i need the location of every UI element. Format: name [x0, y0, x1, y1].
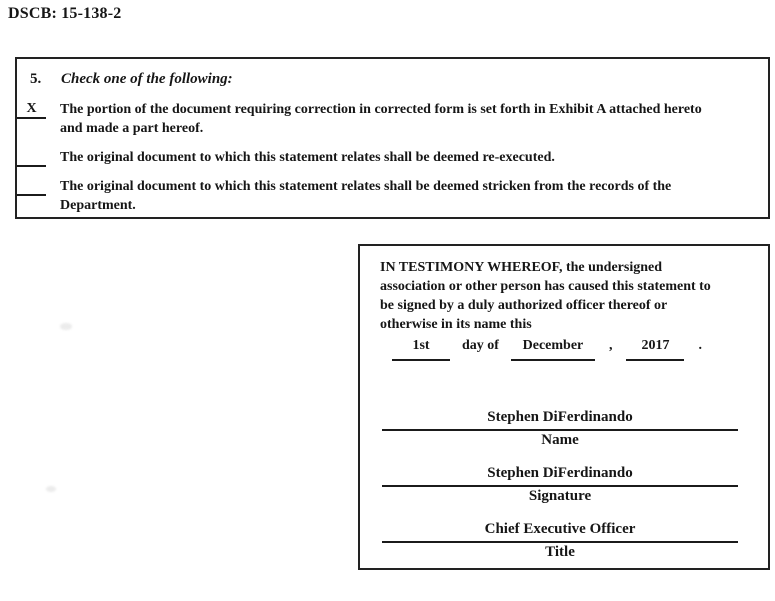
- signature-value: Stephen DiFerdinando: [382, 465, 738, 487]
- testimony-section-box: [358, 244, 770, 570]
- testimony-paragraph-line: be signed by a duly authorized officer thereof or: [380, 298, 668, 313]
- checklist-option-exhibit-a: [17, 100, 768, 138]
- signature-area: [380, 409, 746, 561]
- checkbox-blank-marked: X: [17, 100, 46, 119]
- date-period: .: [698, 338, 702, 353]
- checklist-heading: Check one of the following:: [61, 71, 233, 87]
- title-label: Title: [545, 544, 575, 560]
- scan-smudge-artifact: [46, 486, 56, 492]
- title-value: Chief Executive Officer: [382, 521, 738, 543]
- checkbox-blank-empty: [17, 177, 46, 196]
- checklist-section-box: [15, 57, 770, 219]
- name-label: Name: [541, 432, 579, 448]
- checklist-option-re-executed: [17, 148, 768, 167]
- day-of-label: day of: [462, 338, 499, 353]
- testimony-paragraph-line: association or other person has caused this statement to: [380, 279, 711, 294]
- scan-smudge-artifact: [60, 323, 72, 330]
- checklist-heading-row: [30, 71, 768, 88]
- form-number: DSCB: 15-138-2: [8, 5, 122, 22]
- checklist-option-stricken: [17, 177, 768, 215]
- year-blank: 2017: [626, 338, 684, 361]
- month-blank: December: [511, 338, 595, 361]
- item-number: 5.: [30, 71, 42, 87]
- name-block: [382, 409, 738, 449]
- checkbox-blank-empty: [17, 148, 46, 167]
- day-blank: 1st: [392, 338, 450, 361]
- testimony-paragraph: [380, 258, 746, 334]
- option-text: [60, 100, 702, 138]
- title-block: [382, 521, 738, 561]
- signature-block: [382, 465, 738, 505]
- date-comma: ,: [608, 338, 613, 353]
- option-text-line: The original document to which this statement relates shall be deemed re-executed.: [60, 150, 555, 165]
- testimony-paragraph-line: otherwise in its name this: [380, 317, 532, 332]
- option-text-line: and made a part hereof.: [60, 121, 204, 136]
- name-value: Stephen DiFerdinando: [382, 409, 738, 431]
- option-text: [60, 177, 671, 215]
- option-text: [60, 148, 555, 167]
- testimony-paragraph-line: IN TESTIMONY WHEREOF, the undersigned: [380, 260, 663, 275]
- option-text-line: The original document to which this statement relates shall be deemed stricken from the records of the: [60, 179, 672, 194]
- signature-label: Signature: [528, 488, 592, 504]
- option-text-line: The portion of the document requiring correction in corrected form is set forth in Exhibit A attached hereto: [60, 102, 702, 117]
- option-text-line: Department.: [60, 198, 136, 213]
- execution-date-row: [392, 338, 746, 361]
